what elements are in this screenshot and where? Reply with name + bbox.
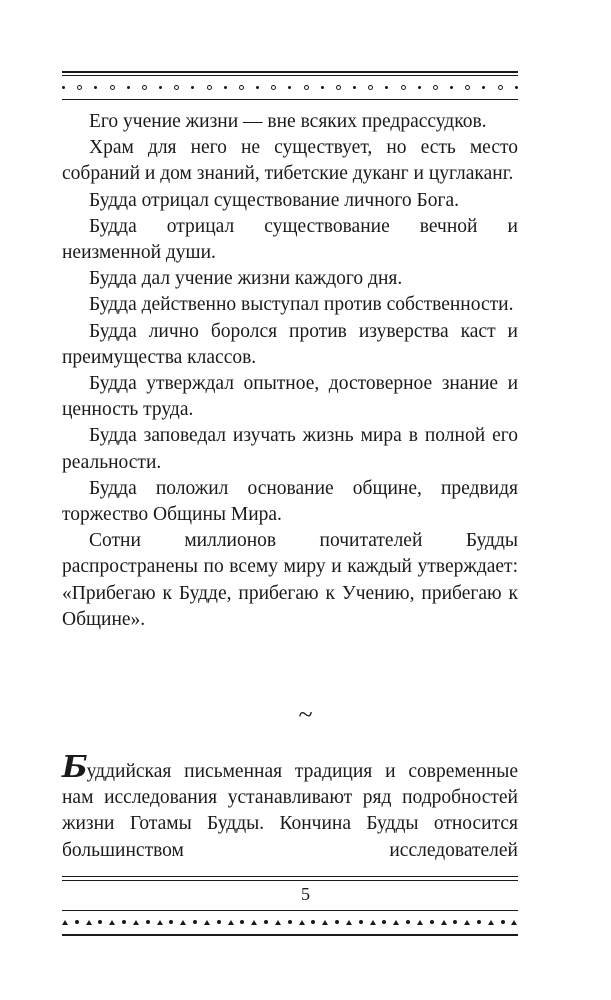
ornament-dot: [239, 85, 244, 90]
drop-cap-letter: Б: [62, 750, 87, 785]
ornament-mark: [406, 920, 410, 924]
ornament-dot: [498, 85, 503, 90]
footer-rule-mid: [62, 910, 518, 911]
ornament-mark: [264, 920, 268, 924]
ornament-dot: [62, 86, 65, 89]
ornament-dot: [159, 86, 162, 89]
ornament-mark: [430, 920, 434, 924]
paragraph: Будда положил основание общине, предвидя торжество Общины Мира.: [62, 477, 518, 526]
ornament-dot: [401, 85, 406, 90]
ornament-dot: [94, 86, 97, 89]
page-number: 5: [301, 884, 310, 904]
ornament-dot: [418, 86, 421, 89]
paragraph: Сотни миллионов почитателей Будды распространены по всему миру и каждый утверждает: «Прибегаю к Будде, прибегаю к Учению, прибегаю к Общине».: [62, 530, 518, 630]
ornament-mark: [488, 920, 494, 925]
ornament-dot: [465, 85, 470, 90]
ornament-dot: [385, 86, 388, 89]
ornament-mark: [146, 920, 150, 924]
ornament-mark: [322, 920, 328, 925]
ornament-mark: [180, 920, 186, 925]
footer-rule-top-second: [62, 880, 518, 881]
ornament-dot: [353, 86, 356, 89]
ornament-mark: [393, 920, 399, 925]
ornament-mark: [311, 920, 315, 924]
paragraph: Будда действенно выступал против собственности.: [89, 294, 514, 316]
ornament-mark: [204, 920, 210, 925]
ornament-mark: [62, 920, 68, 925]
ornament-dot: [304, 85, 309, 90]
ornament-mark: [382, 920, 386, 924]
paragraph: Будда заповедал изучать жизнь мира в полной его реальности.: [62, 425, 518, 473]
ornament-dot: [450, 86, 453, 89]
ornament-mark: [477, 920, 481, 924]
ornament-mark: [217, 920, 221, 924]
footer-rule-bottom-thick: [62, 934, 518, 936]
ornament-mark: [453, 920, 457, 924]
paragraph: Будда лично боролся против изуверства каст и преимущества классов.: [62, 320, 518, 368]
ornament-mark: [157, 920, 163, 925]
ornament-mark: [441, 920, 447, 925]
ornament-mark: [98, 920, 102, 924]
ornament-dot: [174, 85, 179, 90]
ornament-dot: [368, 85, 373, 90]
ornament-mark: [251, 920, 257, 925]
ornament-dot: [336, 85, 341, 90]
paragraph: Будда отрицал существование личного Бога.: [89, 189, 459, 211]
ornament-mark: [193, 920, 197, 924]
ornament-dot: [288, 86, 291, 89]
ornament-dot: [77, 85, 82, 90]
ornament-dot: [271, 85, 276, 90]
header-rule-thick: [62, 71, 518, 73]
ornament-dot: [127, 86, 130, 89]
ornament-mark: [75, 920, 79, 924]
body-text: [62, 109, 518, 633]
section-text: [62, 750, 518, 864]
ornament-mark: [335, 920, 339, 924]
ornament-dot: [321, 86, 324, 89]
ornament-mark: [359, 920, 363, 924]
ornament-mark: [370, 920, 376, 925]
ornament-mark: [86, 920, 92, 925]
ornament-dot: [433, 85, 438, 90]
section-paragraph: [62, 750, 518, 864]
ornament-mark: [228, 920, 234, 925]
ornament-mark: [169, 920, 173, 924]
ornament-mark: [240, 920, 244, 924]
paragraph: Будда утверждал опытное, достоверное знание и ценность труда.: [62, 373, 518, 421]
ornament-dot: [515, 86, 518, 89]
paragraph: Его учение жизни — вне всяких предрассудков.: [89, 111, 487, 132]
footer-rule-top: [62, 876, 518, 877]
header-rule-thin: [62, 75, 518, 76]
ornament-mark: [288, 920, 292, 924]
ornament-dot: [207, 85, 212, 90]
section-separator: ~: [298, 700, 313, 729]
ornament-mark: [109, 920, 115, 925]
footer-ornament-dots: [62, 915, 518, 929]
ornament-mark: [464, 920, 470, 925]
header-ornament-dots: [62, 80, 518, 94]
ornament-dot: [142, 85, 147, 90]
ornament-dot: [482, 86, 485, 89]
paragraph: Будда дал учение жизни каждого дня.: [89, 268, 403, 290]
ornament-mark: [275, 920, 281, 925]
paragraph: Будда отрицал существование вечной и неизменной души.: [62, 215, 518, 264]
ornament-mark: [417, 920, 423, 925]
header-rule-bottom: [62, 99, 518, 100]
ornament-dot: [110, 85, 115, 90]
ornament-mark: [122, 920, 126, 924]
ornament-mark: [501, 920, 505, 924]
paragraph: Храм для него не существует, но есть место собраний и дом знаний, тибетские дуканг и цуглаканг.: [62, 137, 518, 185]
ornament-mark: [299, 920, 305, 925]
ornament-mark: [346, 920, 352, 925]
ornament-mark: [511, 920, 517, 925]
ornament-dot: [191, 86, 194, 89]
ornament-mark: [133, 920, 139, 925]
ornament-dot: [256, 86, 259, 89]
ornament-dot: [224, 86, 227, 89]
section-paragraph-text: уддийская письменная традиция и современные нам исследования устанавливают ряд подробностей жизни Готамы Будды. Кончина Будды относится большинством исследователей: [62, 761, 518, 861]
